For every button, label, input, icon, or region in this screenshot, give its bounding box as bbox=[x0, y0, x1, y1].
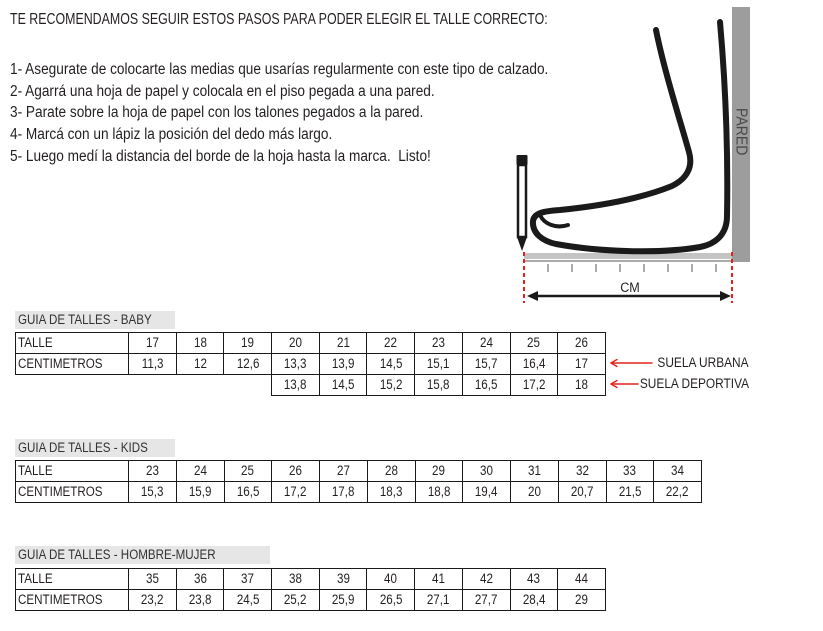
cell-value: 20 bbox=[288, 335, 302, 350]
cm-cell bbox=[272, 482, 320, 503]
cm-cell bbox=[415, 482, 463, 503]
size-cell bbox=[367, 569, 415, 590]
adult-size-table bbox=[15, 568, 606, 611]
cm-cell bbox=[367, 354, 415, 375]
centimeters-row bbox=[16, 590, 606, 611]
cell-value: 23 bbox=[432, 335, 445, 350]
cell-value: 36 bbox=[193, 571, 207, 586]
size-cell bbox=[129, 461, 177, 482]
size-cell bbox=[224, 569, 272, 590]
cell-value: 18 bbox=[193, 335, 207, 350]
empty-cell bbox=[129, 375, 177, 396]
cell-value: 22,2 bbox=[666, 484, 689, 499]
cm-cell bbox=[129, 354, 177, 375]
cell-value: 13,9 bbox=[331, 356, 355, 371]
page-title: TE RECOMENDAMOS SEGUIR ESTOS PASOS PARA PODER ELEGIR EL TALLE CORRECTO: bbox=[10, 11, 548, 28]
cell-value: 21 bbox=[336, 335, 350, 350]
cell-value: 34 bbox=[671, 463, 685, 478]
cell-value: 39 bbox=[336, 571, 350, 586]
row-label-text: TALLE bbox=[18, 463, 53, 478]
measure-label: CM bbox=[620, 279, 640, 296]
size-cell bbox=[129, 569, 177, 590]
size-cell bbox=[129, 333, 177, 354]
baby-size-table bbox=[15, 332, 606, 396]
size-cell bbox=[510, 333, 558, 354]
size-cell bbox=[415, 461, 463, 482]
centimeters-row bbox=[16, 482, 702, 503]
cell-value: 27,7 bbox=[474, 592, 498, 607]
cell-value: 17,8 bbox=[332, 484, 355, 499]
cell-value: 25 bbox=[527, 335, 541, 350]
centimeters-row bbox=[16, 354, 606, 375]
size-cell bbox=[462, 333, 510, 354]
cm-cell bbox=[129, 590, 177, 611]
cell-value: 31 bbox=[527, 463, 541, 478]
size-cell bbox=[176, 461, 224, 482]
size-cell bbox=[415, 569, 463, 590]
cell-value: 17,2 bbox=[522, 377, 546, 392]
cm-cell bbox=[606, 482, 654, 503]
pencil-icon bbox=[517, 155, 528, 251]
cell-value: 15,7 bbox=[474, 356, 498, 371]
cell-value: 32 bbox=[575, 463, 589, 478]
cm-cell bbox=[415, 354, 463, 375]
row-label-text: TALLE bbox=[18, 335, 53, 350]
cell-value: 38 bbox=[288, 571, 302, 586]
size-cell bbox=[367, 461, 415, 482]
empty-cell bbox=[224, 375, 272, 396]
kids-table-heading bbox=[15, 439, 175, 457]
cm-cell bbox=[272, 375, 320, 396]
size-cell bbox=[319, 569, 367, 590]
urban-sole-note bbox=[609, 354, 749, 372]
size-cell bbox=[606, 461, 654, 482]
adult-heading-text: GUIA DE TALLES - HOMBRE-MUJER bbox=[18, 547, 216, 562]
size-cell bbox=[463, 461, 511, 482]
cell-value: 44 bbox=[575, 571, 589, 586]
cell-value: 43 bbox=[527, 571, 541, 586]
cm-cell bbox=[558, 590, 606, 611]
cell-value: 19,4 bbox=[475, 484, 498, 499]
sport-sole-note bbox=[609, 375, 749, 393]
cell-value: 26,5 bbox=[379, 592, 403, 607]
cell-value: 40 bbox=[384, 571, 398, 586]
size-cell bbox=[462, 569, 510, 590]
cm-cell bbox=[319, 590, 367, 611]
kids-heading-text: GUIA DE TALLES - KIDS bbox=[18, 440, 148, 455]
cell-value: 25,2 bbox=[284, 592, 307, 607]
cell-value: 14,5 bbox=[331, 377, 355, 392]
cell-value: 15,8 bbox=[427, 377, 450, 392]
size-cell bbox=[272, 569, 320, 590]
size-cell bbox=[224, 461, 272, 482]
cm-cell bbox=[462, 590, 510, 611]
arrow-left-icon bbox=[609, 358, 653, 368]
row-label bbox=[16, 569, 129, 590]
row-label bbox=[16, 461, 129, 482]
size-cell bbox=[510, 569, 558, 590]
foot-measure-illustration bbox=[505, 0, 760, 308]
cell-value: 17 bbox=[575, 356, 589, 371]
cell-value: 27,1 bbox=[427, 592, 450, 607]
cell-value: 28,4 bbox=[522, 592, 546, 607]
cm-cell bbox=[224, 354, 272, 375]
cell-value: 24,5 bbox=[236, 592, 260, 607]
cell-value: 41 bbox=[432, 571, 445, 586]
step-1: 1- Asegurate de colocarte las medias que usarías regularmente con este tipo de calzado. bbox=[10, 61, 549, 78]
step-2: 2- Agarrá una hoja de papel y colocala en el piso pegada a una pared. bbox=[10, 82, 435, 100]
cm-cell bbox=[367, 482, 415, 503]
cm-cell bbox=[511, 482, 559, 503]
size-cell bbox=[415, 333, 463, 354]
cell-value: 23,8 bbox=[188, 592, 212, 607]
cell-value: 33 bbox=[623, 463, 637, 478]
size-cell bbox=[176, 333, 224, 354]
size-cell bbox=[511, 461, 559, 482]
arrow-left-icon bbox=[609, 379, 639, 389]
cm-cell bbox=[558, 482, 606, 503]
cm-cell bbox=[367, 375, 415, 396]
cell-value: 18 bbox=[575, 377, 589, 392]
size-cell bbox=[272, 461, 320, 482]
cell-value: 19 bbox=[241, 335, 255, 350]
cm-cell bbox=[272, 354, 320, 375]
cell-value: 16,5 bbox=[474, 377, 498, 392]
cm-cell bbox=[462, 354, 510, 375]
size-cell bbox=[558, 569, 606, 590]
row-label-text: TALLE bbox=[18, 571, 53, 586]
cm-cell bbox=[129, 482, 177, 503]
cell-value: 24 bbox=[479, 335, 493, 350]
size-cell bbox=[272, 333, 320, 354]
ruler bbox=[524, 253, 732, 272]
cm-cell bbox=[176, 482, 224, 503]
sport-centimeters-row bbox=[16, 375, 606, 396]
empty-cell bbox=[176, 375, 224, 396]
cell-value: 20,7 bbox=[570, 484, 594, 499]
cell-value: 21,5 bbox=[618, 484, 642, 499]
cm-cell bbox=[224, 590, 272, 611]
cell-value: 17 bbox=[145, 335, 159, 350]
cm-cell bbox=[415, 590, 463, 611]
cell-value: 18,3 bbox=[379, 484, 403, 499]
row-label bbox=[16, 590, 129, 611]
cell-value: 35 bbox=[145, 571, 159, 586]
cell-value: 27 bbox=[336, 463, 350, 478]
cell-value: 16,5 bbox=[236, 484, 260, 499]
cm-cell bbox=[462, 375, 510, 396]
cm-cell bbox=[176, 354, 224, 375]
size-row bbox=[16, 461, 702, 482]
cell-value: 29 bbox=[432, 463, 446, 478]
cell-value: 11,3 bbox=[141, 356, 164, 371]
row-label-text: CENTIMETROS bbox=[18, 592, 103, 607]
cell-value: 26 bbox=[289, 463, 303, 478]
baby-table-heading bbox=[15, 311, 175, 329]
ruler-ticks bbox=[548, 264, 716, 272]
cell-value: 15,9 bbox=[188, 484, 212, 499]
cell-value: 29 bbox=[575, 592, 589, 607]
row-label-text: CENTIMETROS bbox=[18, 484, 103, 499]
cm-cell bbox=[367, 590, 415, 611]
cm-cell bbox=[510, 375, 558, 396]
row-label-text: CENTIMETROS bbox=[18, 356, 103, 371]
cell-value: 13,8 bbox=[284, 377, 307, 392]
cell-value: 13,3 bbox=[284, 356, 307, 371]
cell-value: 14,5 bbox=[379, 356, 403, 371]
size-cell bbox=[654, 461, 702, 482]
baby-heading-text: GUIA DE TALLES - BABY bbox=[18, 312, 152, 327]
cell-value: 24 bbox=[193, 463, 207, 478]
row-label bbox=[16, 333, 129, 354]
cell-value: 26 bbox=[575, 335, 589, 350]
cell-value: 23 bbox=[145, 463, 159, 478]
size-cell bbox=[367, 333, 415, 354]
cell-value: 28 bbox=[384, 463, 398, 478]
sport-sole-label: SUELA DEPORTIVA bbox=[639, 376, 749, 391]
cm-cell bbox=[654, 482, 702, 503]
size-cell bbox=[176, 569, 224, 590]
cm-cell bbox=[558, 354, 606, 375]
size-row bbox=[16, 333, 606, 354]
cell-value: 30 bbox=[480, 463, 494, 478]
cell-value: 25 bbox=[241, 463, 255, 478]
cell-value: 18,8 bbox=[427, 484, 451, 499]
size-cell bbox=[224, 333, 272, 354]
cell-value: 42 bbox=[479, 571, 493, 586]
kids-size-table bbox=[15, 460, 702, 503]
cm-cell bbox=[319, 375, 367, 396]
cm-cell bbox=[319, 354, 367, 375]
cm-cell bbox=[463, 482, 511, 503]
adult-table-heading bbox=[15, 546, 270, 564]
step-4: 4- Marcá con un lápiz la posición del dedo más largo. bbox=[10, 126, 333, 144]
cell-value: 16,4 bbox=[522, 356, 546, 371]
empty-cell bbox=[16, 375, 129, 396]
size-cell bbox=[319, 333, 367, 354]
cell-value: 25,9 bbox=[331, 592, 355, 607]
toe-line bbox=[540, 215, 568, 226]
wall-label: PARED bbox=[732, 108, 751, 156]
cell-value: 15,3 bbox=[141, 484, 164, 499]
cell-value: 37 bbox=[241, 571, 255, 586]
cell-value: 20 bbox=[527, 484, 541, 499]
size-cell bbox=[558, 333, 606, 354]
cm-cell bbox=[224, 482, 272, 503]
cell-value: 15,2 bbox=[379, 377, 403, 392]
cell-value: 12 bbox=[193, 356, 207, 371]
size-cell bbox=[320, 461, 368, 482]
cell-value: 12,6 bbox=[236, 356, 260, 371]
row-label bbox=[16, 354, 129, 375]
cell-value: 22 bbox=[384, 335, 398, 350]
cm-cell bbox=[558, 375, 606, 396]
cm-cell bbox=[510, 590, 558, 611]
cell-value: 23,2 bbox=[141, 592, 164, 607]
size-cell bbox=[558, 461, 606, 482]
row-label bbox=[16, 482, 129, 503]
foot-outline bbox=[533, 22, 727, 251]
cm-cell bbox=[415, 375, 463, 396]
cm-cell bbox=[176, 590, 224, 611]
size-row bbox=[16, 569, 606, 590]
cm-cell bbox=[272, 590, 320, 611]
cell-value: 15,1 bbox=[427, 356, 450, 371]
step-5: 5- Luego medí la distancia del borde de la hoja hasta la marca. Listo! bbox=[10, 147, 431, 165]
cm-cell bbox=[510, 354, 558, 375]
step-3: 3- Parate sobre la hoja de papel con los talones pegados a la pared. bbox=[10, 104, 424, 122]
urban-sole-label: SUELA URBANA bbox=[657, 355, 749, 370]
cm-cell bbox=[320, 482, 368, 503]
cell-value: 17,2 bbox=[284, 484, 307, 499]
